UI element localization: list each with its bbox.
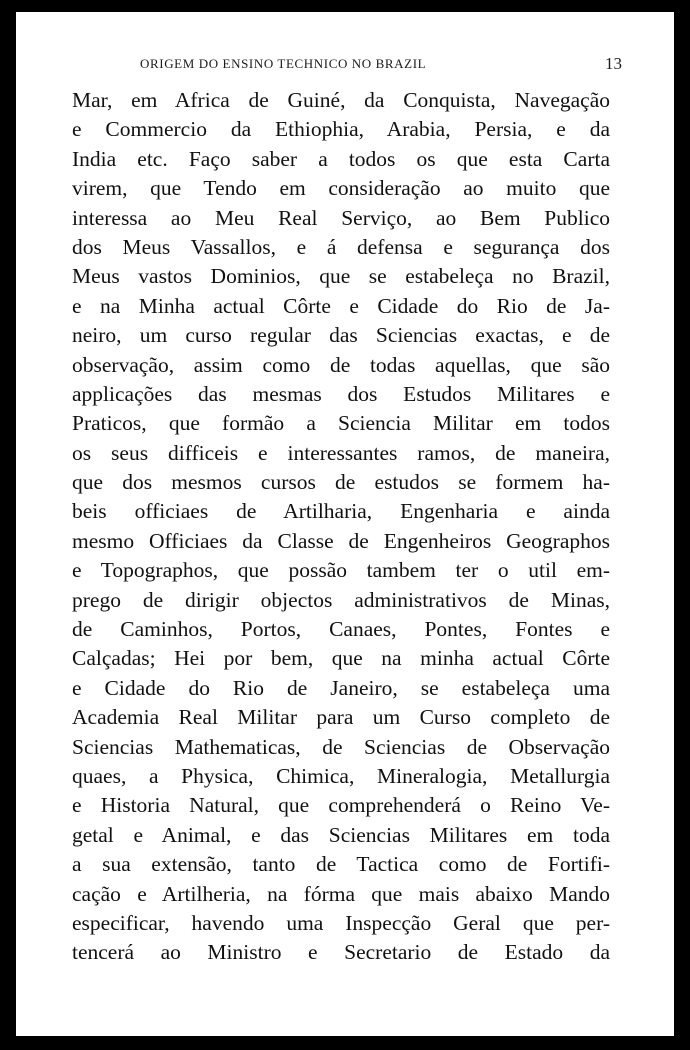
text-line: tencerá ao Ministro e Secretario de Estado da — [72, 940, 610, 965]
text-line: Praticos, que formão a Sciencia Militar em todos — [72, 411, 610, 436]
page-number: 13 — [605, 54, 622, 73]
text-line: e Historia Natural, que comprehenderá o Reino Ve- — [72, 793, 610, 818]
text-line: e Commercio da Ethiophia, Arabia, Persia, e da — [72, 117, 610, 142]
text-line: prego de dirigir objectos administrativos de Minas, — [72, 587, 610, 612]
text-line: e Topographos, que possão tambem ter o util em- — [72, 558, 610, 583]
text-line: observação, assim como de todas aquellas, que são — [72, 352, 610, 377]
body-text — [72, 86, 610, 968]
text-line: dos Meus Vassallos, e á defensa e segurança dos — [72, 234, 610, 259]
text-line: beis officiaes de Artilharia, Engenharia e ainda — [72, 499, 610, 524]
text-line: virem, que Tendo em consideração ao muito que — [72, 176, 610, 201]
text-line: os seus difficeis e interessantes ramos, de maneira, — [72, 440, 610, 465]
text-line: Mar, em Africa de Guiné, da Conquista, Navegação — [72, 88, 610, 112]
text-line: India etc. Faço saber a todos os que esta Carta — [72, 146, 610, 171]
running-head — [16, 56, 674, 76]
text-line: cação e Artilheria, na fórma que mais abaixo Mando — [72, 881, 610, 906]
text-line: de Caminhos, Portos, Canaes, Pontes, Fontes e — [72, 617, 610, 642]
text-line: neiro, um curso regular das Sciencias exactas, e de — [72, 323, 610, 348]
text-line: especificar, havendo uma Inspecção Geral que per- — [72, 910, 610, 935]
book-page — [16, 12, 674, 1036]
text-line: quaes, a Physica, Chimica, Mineralogia, Metallurgia — [72, 763, 610, 788]
text-line: interessa ao Meu Real Serviço, ao Bem Publico — [72, 205, 610, 230]
running-title: ORIGEM DO ENSINO TECHNICO NO BRAZIL — [140, 56, 427, 71]
text-line: e Cidade do Rio de Janeiro, se estabeleça uma — [72, 675, 610, 700]
text-line: Academia Real Militar para um Curso completo de — [72, 705, 610, 730]
text-line: e na Minha actual Côrte e Cidade do Rio de Ja- — [72, 293, 610, 318]
text-line: que dos mesmos cursos de estudos se formem ha- — [72, 470, 610, 495]
text-line: Calçadas; Hei por bem, que na minha actual Côrte — [72, 646, 610, 671]
text-line: Sciencias Mathematicas, de Sciencias de Observação — [72, 734, 610, 759]
text-line: mesmo Officiaes da Classe de Engenheiros Geographos — [72, 528, 610, 553]
text-line: Meus vastos Dominios, que se estabeleça no Brazil, — [72, 264, 610, 289]
text-line: applicações das mesmas dos Estudos Militares e — [72, 381, 610, 406]
text-line: a sua extensão, tanto de Tactica como de Fortifi- — [72, 852, 610, 877]
text-line: getal e Animal, e das Sciencias Militares em toda — [72, 822, 610, 847]
